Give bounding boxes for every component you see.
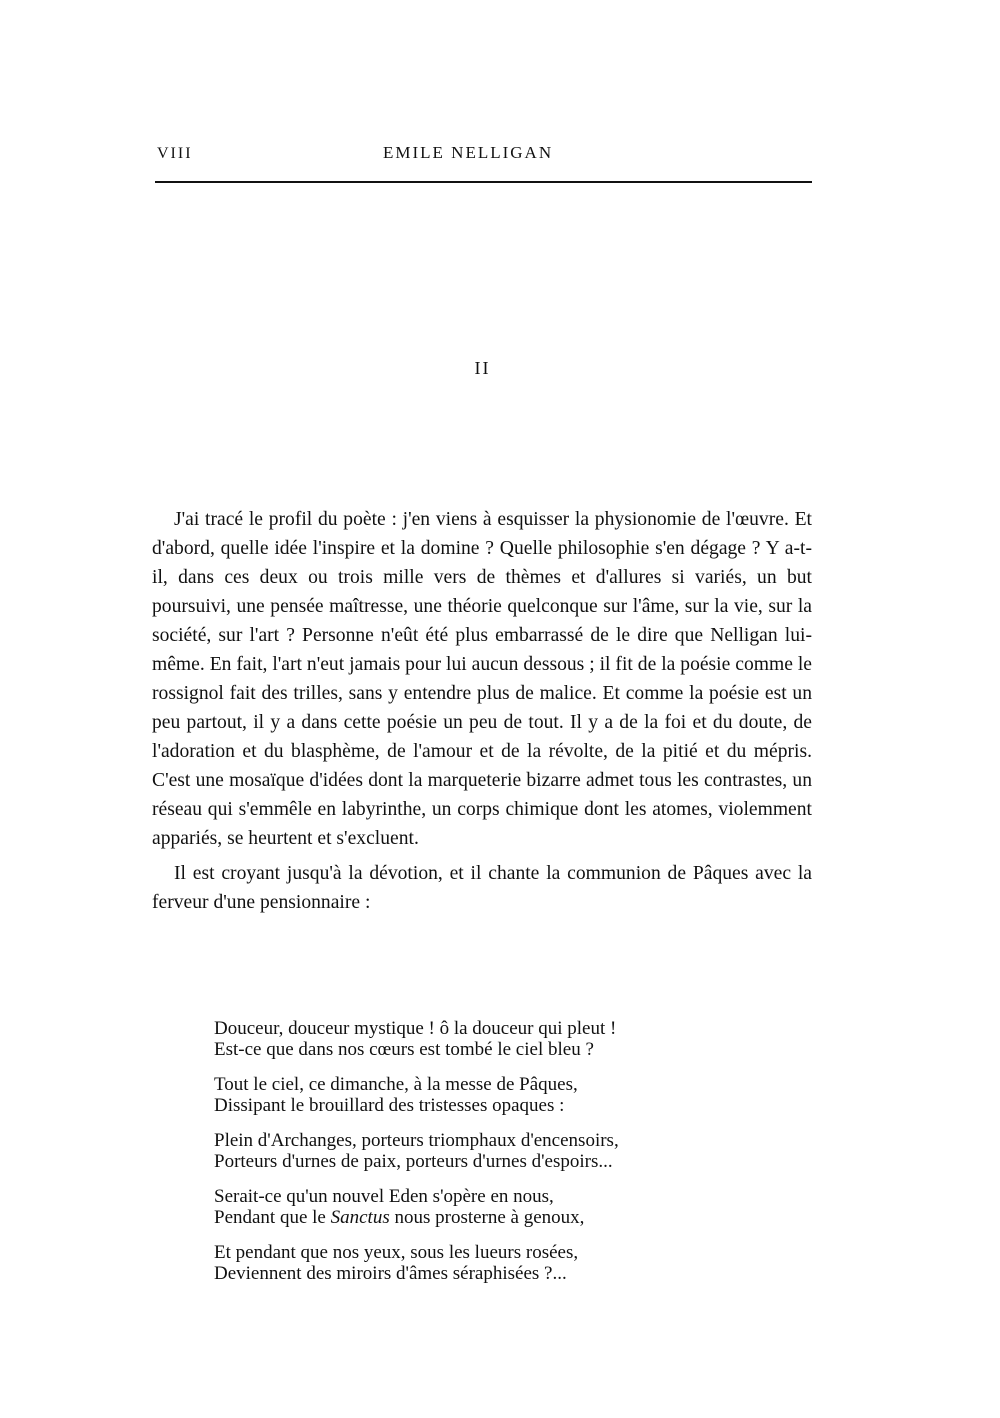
verse-line: [214, 1207, 774, 1228]
verse-line: Serait-ce qu'un nouvel Eden s'opère en nous,: [214, 1186, 554, 1207]
stanza: [214, 1074, 774, 1116]
poem: [214, 1018, 774, 1298]
stanza: [214, 1186, 774, 1228]
verse-line: Porteurs d'urnes de paix, porteurs d'urnes d'espoirs...: [214, 1151, 613, 1172]
stanza: [214, 1242, 774, 1284]
verse-fragment: nous prosterne à genoux,: [389, 1207, 585, 1228]
page-number: VIII: [157, 145, 193, 162]
verse-line: Plein d'Archanges, porteurs triomphaux d'encensoirs,: [214, 1130, 619, 1151]
verse-line: Dissipant le brouillard des tristesses opaques :: [214, 1095, 565, 1116]
verse-line: Est-ce que dans nos cœurs est tombé le ciel bleu ?: [214, 1039, 594, 1060]
running-head: [157, 143, 812, 169]
stanza: [214, 1130, 774, 1172]
paragraph: Il est croyant jusqu'à la dévotion, et il chante la communion de Pâques avec la ferveur d'une pensionnaire :: [152, 863, 812, 913]
italic-word-sanctus: Sanctus: [330, 1207, 390, 1228]
stanza: [214, 1018, 774, 1060]
verse-line: Tout le ciel, ce dimanche, à la messe de Pâques,: [214, 1074, 578, 1095]
verse-line: Douceur, douceur mystique ! ô la douceur qui pleut !: [214, 1018, 617, 1039]
header-rule: [155, 181, 812, 183]
verse-line: Et pendant que nos yeux, sous les lueurs rosées,: [214, 1242, 579, 1263]
section-numeral: II: [474, 358, 491, 378]
verse-fragment: Pendant que le: [214, 1207, 331, 1228]
running-title: EMILE NELLIGAN: [383, 143, 554, 162]
paragraph: J'ai tracé le profil du poète : j'en viens à esquisser la physionomie de l'œuvre. Et d'abord, quelle idée l'inspire et la domine ? Quelle philosophie s'en dégage ? Y a-t-il, dans ces deux ou trois mille vers de thèmes et d'allures si variés, un but poursuivi, une pensée maîtresse, une théorie quelconque sur l'âme, sur la vie, sur la société, sur l'art ? Personne n'eût été plus embarrassé de le dire que Nelligan lui-même. En fait, l'art n'eut jamais pour lui aucun dessous ; il fit de la poésie comme le rossignol fait des trilles, sans y entendre plus de malice. Et comme la poésie est un peu partout, il y a dans cette poésie un peu de tout. Il y a de la foi et du doute, de l'adoration et du blasphème, de l'amour et de la révolte, de la pitié et du mépris. C'est une mosaïque d'idées dont la marqueterie bizarre admet tous les contrastes, un réseau qui s'emmêle en labyrinthe, un corps chimique dont les atomes, violemment appariés, se heurtent et s'excluent.: [152, 509, 812, 849]
body-text: [152, 505, 812, 917]
verse-line: Deviennent des miroirs d'âmes séraphisées ?...: [214, 1263, 567, 1284]
